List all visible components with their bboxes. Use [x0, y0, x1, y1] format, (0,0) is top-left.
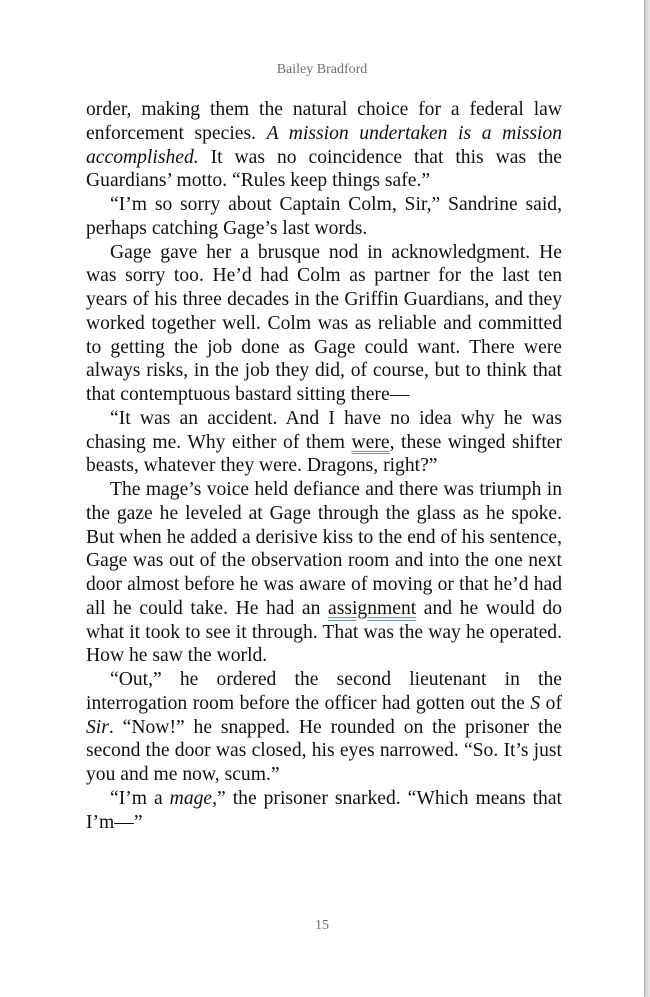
- paragraph: [86, 787, 562, 835]
- page-number: 15: [315, 918, 329, 933]
- body-text: [86, 98, 562, 834]
- text-run: “Out,” he ordered the second lieutenant in the interrogation room before the officer had gotten out the: [86, 669, 562, 714]
- text-run: . “Now!” he snapped. He rounded on the prisoner the second the door was closed, his eyes narrowed. “So. It’s just you and me now, scum.”: [86, 716, 562, 785]
- paragraph: [86, 407, 562, 478]
- text-run: It was no coincidence that this was the Guardians’ motto. “Rules keep things safe.”: [86, 146, 562, 192]
- text-run: “I’m a: [110, 787, 170, 809]
- paragraph: [86, 98, 562, 193]
- text-run: ,” the prisoner snarked. “Which means that I’m—”: [86, 787, 562, 833]
- paragraph: [86, 478, 562, 668]
- paragraph: Gage gave her a brusque nod in acknowledgment. He was sorry too. He’d had Colm as partner for the last ten years of his three decades in the Griffin Guardians, and they worked together well. Colm was as reliable and committed to getting the job done as Gage could want. There were always risks, in the job they did, of course, but to think that that contemptuous bastard sitting there—: [86, 241, 562, 405]
- paragraph: [86, 668, 562, 787]
- italic-text: Sir: [86, 716, 109, 738]
- grammar-flagged-word[interactable]: were: [351, 431, 390, 453]
- text-run: of: [540, 692, 562, 714]
- grammar-flagged-word[interactable]: assignment: [328, 597, 417, 619]
- running-header-author: Bailey Bradford: [276, 62, 368, 77]
- italic-text: S: [530, 692, 541, 714]
- text-run: and he would do what it took to see it through. That was the way he operated. How he saw the world.: [86, 597, 562, 667]
- text-run: order, making them the natural choice for a federal law enforcement species.: [86, 99, 562, 144]
- italic-text: mage: [169, 787, 213, 809]
- paragraph: “I’m so sorry about Captain Colm, Sir,” Sandrine said, perhaps catching Gage’s last words.: [86, 194, 562, 239]
- text-run: The mage’s voice held defiance and there was triumph in the gaze he leveled at Gage through the glass as he spoke. But when he added a derisive kiss to the end of his sentence, Gage was out of the observation room and into the one next door almost before he was aware of moving or that he’d had all he could take. He had an: [86, 479, 562, 619]
- text-run: “It was an accident. And I have no idea why he was chasing me. Why either of them: [86, 407, 562, 453]
- italic-motto: A mission undertaken is a mission accomplished.: [86, 122, 562, 168]
- text-run: , these winged shifter beasts, whatever they were. Dragons, right?”: [86, 431, 563, 477]
